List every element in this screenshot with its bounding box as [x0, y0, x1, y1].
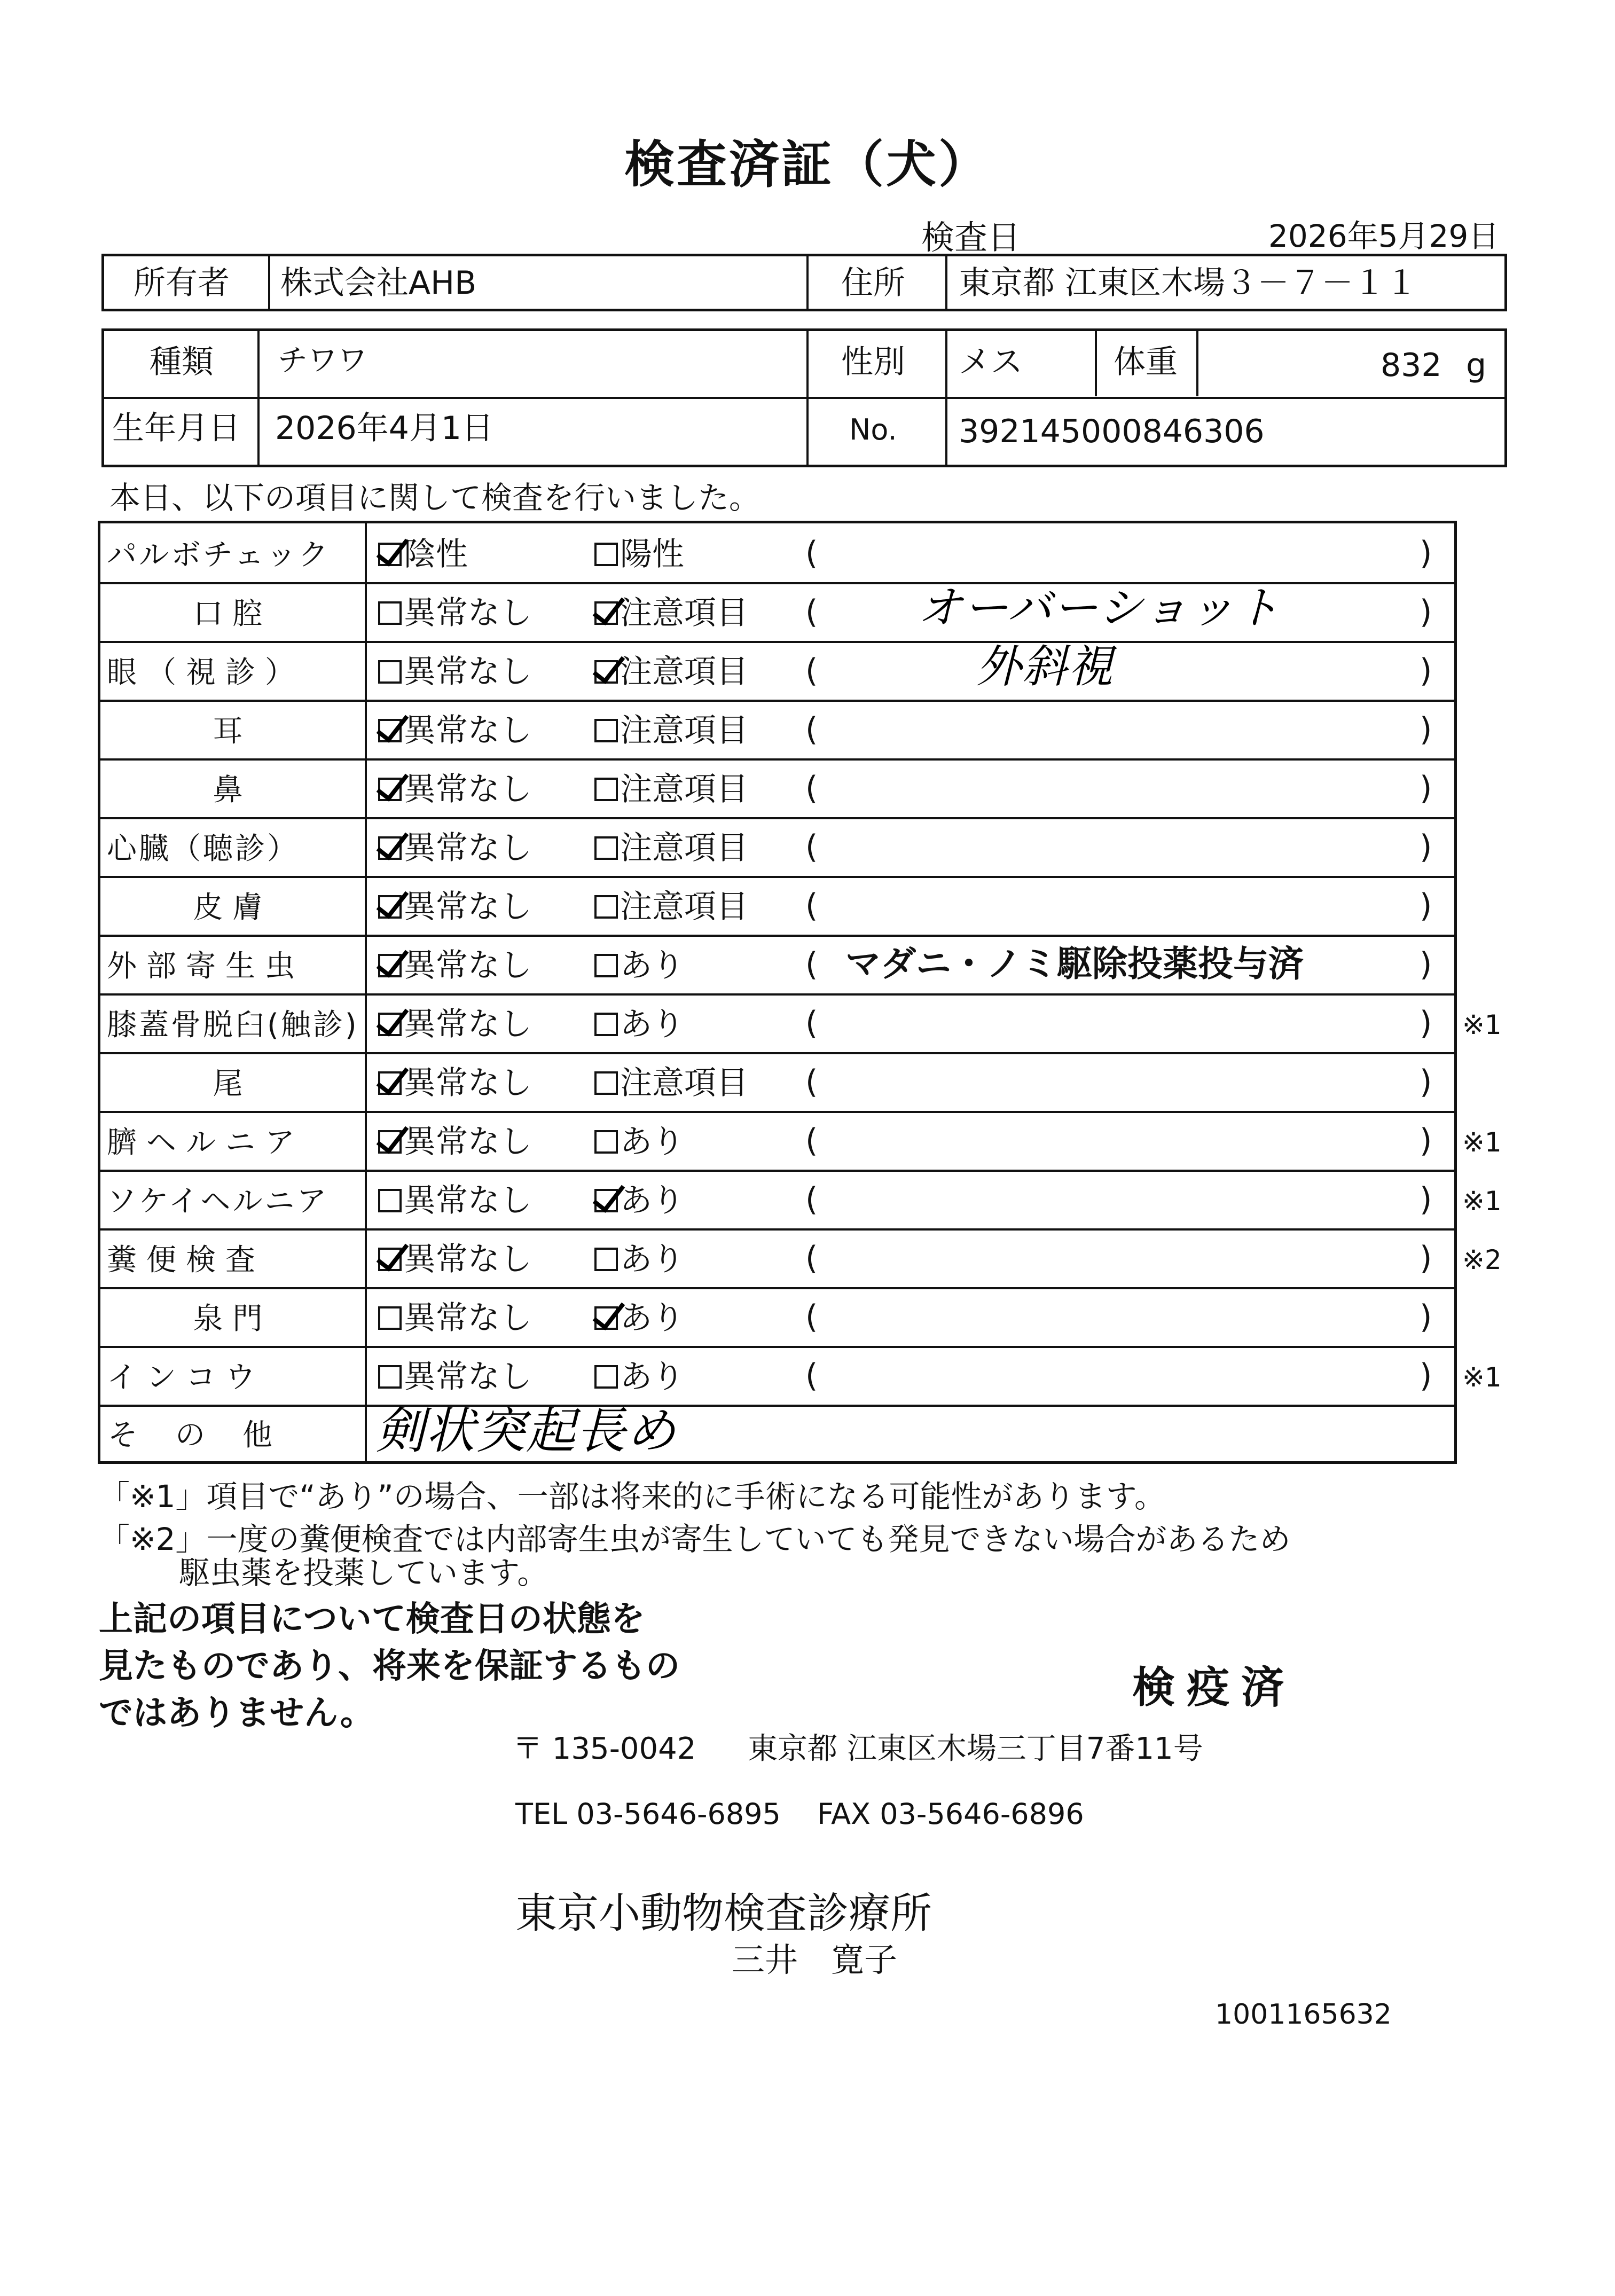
option-abnormal-checkbox[interactable]	[594, 594, 748, 632]
close-paren: )	[1420, 1240, 1432, 1277]
option-abnormal-checkbox[interactable]	[594, 829, 748, 867]
open-paren: (	[805, 1063, 818, 1101]
option-abnormal-checkbox[interactable]	[594, 712, 748, 749]
option-abnormal-checkbox[interactable]	[594, 536, 684, 573]
intro-text: 本日、以下の項目に関して検査を行いました。	[109, 480, 761, 516]
open-paren: (	[805, 535, 818, 572]
checkbox-icon[interactable]	[594, 1306, 618, 1330]
other-label: その他	[108, 1418, 310, 1453]
footnote-2: 「※2」一度の糞便検査では内部寄生虫が寄生していても発見できない場合があるため	[99, 1521, 1291, 1557]
option-label: あり	[620, 1182, 684, 1219]
weight: 832	[1381, 347, 1442, 384]
footnote-mark: ※2	[1462, 1244, 1502, 1275]
option-normal-checkbox[interactable]	[378, 712, 532, 749]
address-label: 住所	[841, 264, 905, 302]
footnote-2-cont: 駆虫薬を投薬しています。	[179, 1555, 548, 1591]
serial-number: 1001165632	[1215, 1999, 1392, 2031]
option-normal-checkbox[interactable]	[378, 947, 532, 984]
inspection-item-label: インコウ	[107, 1360, 265, 1395]
open-paren: (	[805, 828, 818, 866]
inspection-row	[100, 817, 1454, 876]
close-paren: )	[1420, 1122, 1432, 1159]
sex: メス	[959, 343, 1023, 381]
clinic-fax: FAX 03-5646-6896	[817, 1797, 1084, 1831]
checkbox-icon[interactable]	[378, 1013, 402, 1036]
inspection-item-label: 鼻	[213, 773, 253, 808]
open-paren: (	[805, 1298, 818, 1336]
close-paren: )	[1420, 535, 1432, 572]
footnote-1: 「※1」項目で“あり”の場合、一部は将来的に手術になる可能性があります。	[99, 1478, 1165, 1515]
option-abnormal-checkbox[interactable]	[594, 653, 748, 691]
inspection-row	[100, 523, 1454, 582]
checkbox-icon[interactable]	[594, 543, 618, 566]
option-normal-checkbox[interactable]	[378, 536, 468, 573]
option-label: 注意項目	[620, 712, 748, 749]
close-paren: )	[1420, 1181, 1432, 1218]
disclaimer-line: 上記の項目について検査日の状態を	[99, 1600, 645, 1639]
checkbox-icon[interactable]	[378, 1071, 402, 1095]
checkbox-icon[interactable]	[594, 836, 618, 860]
footnote-mark: ※1	[1462, 1127, 1502, 1158]
option-label: 異常なし	[404, 1123, 532, 1161]
checkbox-icon[interactable]	[378, 836, 402, 860]
open-paren: (	[805, 770, 818, 807]
checkbox-icon[interactable]	[594, 1189, 618, 1212]
checkbox-icon[interactable]	[378, 778, 402, 801]
option-normal-checkbox[interactable]	[378, 1299, 532, 1337]
checkbox-icon[interactable]	[378, 954, 402, 977]
footnote-mark: ※1	[1462, 1362, 1502, 1393]
checkbox-icon[interactable]	[594, 1365, 618, 1389]
option-label: 注意項目	[620, 888, 748, 926]
inspection-row	[100, 993, 1502, 1052]
open-paren: (	[805, 652, 818, 689]
checkbox-icon[interactable]	[594, 954, 618, 977]
inspection-item-label: パルボチェック	[107, 538, 331, 573]
inspection-row	[100, 1287, 1454, 1346]
open-paren: (	[805, 1005, 818, 1042]
checkbox-icon[interactable]	[594, 719, 618, 742]
option-label: あり	[620, 947, 684, 984]
open-paren: (	[805, 593, 818, 631]
clinic-tel: TEL 03-5646-6895	[515, 1797, 781, 1831]
option-label: 異常なし	[404, 1006, 532, 1043]
option-label: 注意項目	[620, 771, 748, 808]
close-paren: )	[1420, 946, 1432, 983]
option-normal-checkbox[interactable]	[378, 653, 532, 691]
inspection-note: オーバーショット	[918, 582, 1281, 634]
option-label: 陰性	[404, 536, 468, 573]
footnote-mark: ※1	[1462, 1186, 1502, 1217]
option-label: 異常なし	[404, 712, 532, 749]
clinic-name: 東京小動物検査診療所	[515, 1890, 932, 1938]
close-paren: )	[1420, 828, 1432, 866]
owner-name: 株式会社AHB	[280, 264, 477, 302]
option-label: あり	[620, 1123, 684, 1161]
open-paren: (	[805, 1122, 818, 1159]
checkbox-icon[interactable]	[594, 778, 618, 801]
checkbox-icon[interactable]	[378, 1130, 402, 1154]
inspection-date: 2026年5月29日	[1268, 218, 1500, 254]
option-label: 異常なし	[404, 1182, 532, 1219]
inspection-date-label: 検査日	[921, 218, 1021, 257]
close-paren: )	[1420, 1357, 1432, 1394]
open-paren: (	[805, 1357, 818, 1394]
inspection-item-label: 膝蓋骨脱臼(触診)	[107, 1008, 359, 1043]
option-label: 注意項目	[620, 829, 748, 867]
option-abnormal-checkbox[interactable]	[594, 771, 748, 808]
close-paren: )	[1420, 1005, 1432, 1042]
owner-label: 所有者	[134, 264, 230, 302]
option-label: 異常なし	[404, 653, 532, 691]
option-abnormal-checkbox[interactable]	[594, 1006, 684, 1043]
inspection-item-label: 外部寄生虫	[107, 949, 304, 984]
owner-address: 東京都 江東区木場３－７－１１	[959, 264, 1418, 302]
birth-date: 2026年4月1日	[275, 410, 494, 447]
option-abnormal-checkbox[interactable]	[594, 1299, 684, 1337]
footnote-mark: ※1	[1462, 1009, 1502, 1040]
option-label: 注意項目	[620, 594, 748, 632]
option-label: 注意項目	[620, 1064, 748, 1102]
inspection-item-label: 眼（視診）	[107, 655, 304, 690]
weight-unit: g	[1466, 347, 1487, 384]
quarantine-stamp: 検疫済	[1132, 1663, 1296, 1712]
inspection-row	[100, 1111, 1502, 1170]
pet-box	[101, 328, 1507, 467]
checkbox-icon[interactable]	[378, 1306, 402, 1330]
inspection-note: マダニ・ノミ駆除投薬投与済	[845, 943, 1304, 984]
close-paren: )	[1420, 652, 1432, 689]
option-normal-checkbox[interactable]	[378, 1241, 532, 1278]
option-normal-checkbox[interactable]	[378, 1064, 532, 1102]
close-paren: )	[1420, 770, 1432, 807]
option-label: 異常なし	[404, 1064, 532, 1102]
inspection-row	[100, 758, 1454, 817]
option-label: あり	[620, 1358, 684, 1396]
inspection-item-label: ソケイヘルニア	[107, 1184, 329, 1219]
option-abnormal-checkbox[interactable]	[594, 1123, 684, 1161]
option-abnormal-checkbox[interactable]	[594, 1358, 684, 1396]
option-normal-checkbox[interactable]	[378, 594, 532, 632]
checkbox-icon[interactable]	[594, 1013, 618, 1036]
inspection-item-label: 糞便検査	[107, 1243, 265, 1278]
checkbox-icon[interactable]	[594, 1071, 618, 1095]
option-normal-checkbox[interactable]	[378, 888, 532, 926]
option-label: 異常なし	[404, 1241, 532, 1278]
inspection-item-label: 泉門	[193, 1302, 272, 1336]
disclaimer	[99, 1596, 680, 1737]
close-paren: )	[1420, 711, 1432, 748]
clinic-address: 東京都 江東区木場三丁目7番11号	[748, 1731, 1203, 1766]
checkbox-icon[interactable]	[378, 719, 402, 742]
option-abnormal-checkbox[interactable]	[594, 1241, 684, 1278]
other-value: 剣状突起長め	[375, 1402, 677, 1460]
inspection-item-label: 尾	[213, 1067, 253, 1101]
option-label: 注意項目	[620, 653, 748, 691]
inspection-row	[100, 1170, 1502, 1228]
weight-label: 体重	[1114, 343, 1178, 381]
option-label: 異常なし	[404, 829, 532, 867]
checkbox-icon[interactable]	[378, 1189, 402, 1212]
checkbox-icon[interactable]	[378, 1365, 402, 1389]
option-normal-checkbox[interactable]	[378, 1358, 532, 1396]
option-label: 異常なし	[404, 1299, 532, 1337]
close-paren: )	[1420, 593, 1432, 631]
inspection-item-label: 心臓（聴診）	[107, 832, 299, 866]
inspection-row	[100, 700, 1454, 758]
inspection-item-label: 皮膚	[193, 890, 272, 925]
inspection-row	[100, 1052, 1454, 1111]
close-paren: )	[1420, 887, 1432, 924]
disclaimer-line: 見たものであり、将来を保証するもの	[99, 1647, 680, 1686]
option-label: あり	[620, 1299, 684, 1337]
option-normal-checkbox[interactable]	[378, 771, 532, 808]
option-abnormal-checkbox[interactable]	[594, 947, 684, 984]
open-paren: (	[805, 887, 818, 924]
inspection-item-label: 口腔	[193, 597, 272, 631]
breed-label: 種類	[150, 343, 214, 381]
option-normal-checkbox[interactable]	[378, 829, 532, 867]
inspection-row	[100, 582, 1454, 641]
open-paren: (	[805, 946, 818, 983]
inspection-row	[100, 876, 1454, 935]
checkbox-icon[interactable]	[378, 660, 402, 684]
option-normal-checkbox[interactable]	[378, 1006, 532, 1043]
option-label: あり	[620, 1006, 684, 1043]
birth-label: 生年月日	[112, 410, 240, 447]
breed: チワワ	[278, 343, 367, 378]
option-normal-checkbox[interactable]	[378, 1123, 532, 1161]
option-label: 陽性	[620, 536, 684, 573]
inspection-table	[98, 521, 1502, 1464]
option-abnormal-checkbox[interactable]	[594, 1182, 684, 1219]
inspection-item-label: 耳	[213, 714, 253, 749]
option-normal-checkbox[interactable]	[378, 1182, 532, 1219]
option-label: 異常なし	[404, 771, 532, 808]
option-abnormal-checkbox[interactable]	[594, 1064, 748, 1102]
checkbox-icon[interactable]	[594, 1130, 618, 1154]
checkbox-icon[interactable]	[378, 601, 402, 625]
document-title: 検査済証（犬）	[624, 136, 991, 194]
inspection-note: 外斜視	[976, 640, 1115, 693]
clinic-person: 三井 寛子	[732, 1940, 898, 1979]
close-paren: )	[1420, 1063, 1432, 1101]
inspection-row	[100, 1346, 1502, 1405]
checkbox-icon[interactable]	[378, 543, 402, 566]
checkbox-icon[interactable]	[594, 601, 618, 625]
inspection-row	[100, 935, 1454, 993]
open-paren: (	[805, 1181, 818, 1218]
inspection-row-other	[100, 1402, 1454, 1461]
checkbox-icon[interactable]	[594, 1248, 618, 1271]
inspection-item-label: 臍ヘルニア	[107, 1125, 304, 1160]
close-paren: )	[1420, 1298, 1432, 1336]
option-abnormal-checkbox[interactable]	[594, 888, 748, 926]
sex-label: 性別	[841, 343, 905, 381]
option-label: 異常なし	[404, 947, 532, 984]
option-label: 異常なし	[404, 594, 532, 632]
registration-no: 392145000846306	[959, 413, 1265, 450]
checkbox-icon[interactable]	[378, 1248, 402, 1271]
option-label: あり	[620, 1241, 684, 1278]
no-label: No.	[849, 413, 897, 446]
disclaimer-line: ではありません。	[99, 1694, 374, 1733]
open-paren: (	[805, 1240, 818, 1277]
open-paren: (	[805, 711, 818, 748]
inspection-row	[100, 1228, 1502, 1287]
owner-box	[101, 254, 1507, 311]
option-label: 異常なし	[404, 888, 532, 926]
checkbox-icon[interactable]	[594, 895, 618, 919]
inspection-row	[100, 641, 1454, 700]
checkbox-icon[interactable]	[594, 660, 618, 684]
option-label: 異常なし	[404, 1358, 532, 1396]
clinic-postal: 〒 135-0042	[513, 1731, 696, 1766]
checkbox-icon[interactable]	[378, 895, 402, 919]
